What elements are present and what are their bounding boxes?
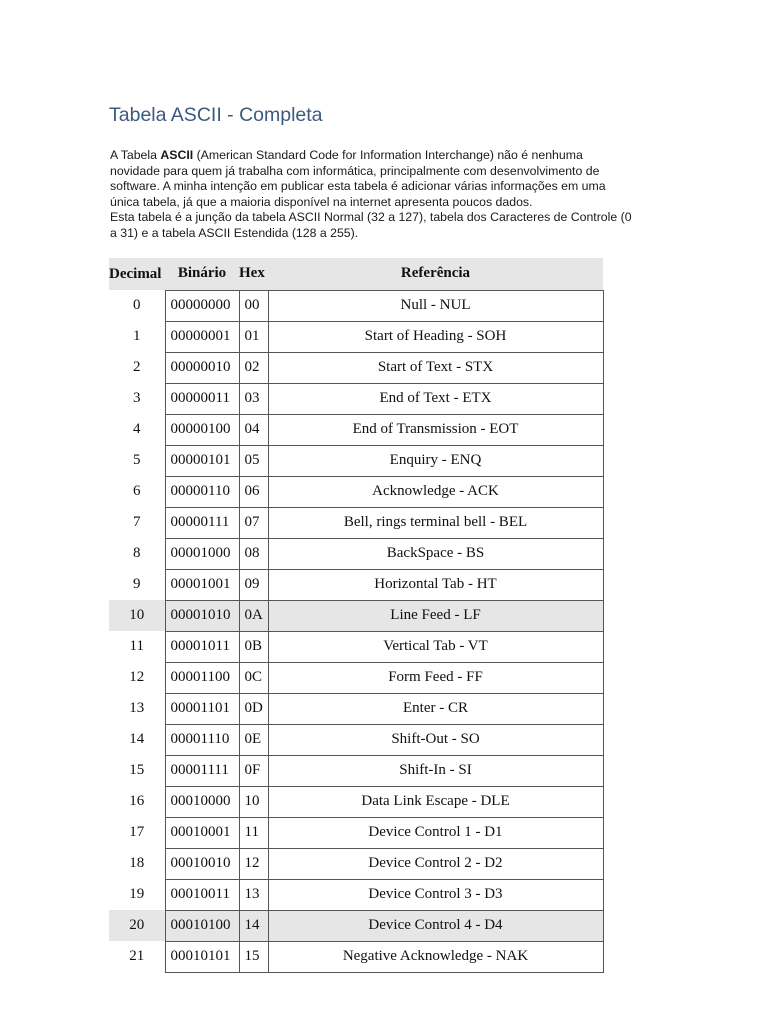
cell-hex: 08 [239, 538, 268, 569]
table-row [109, 476, 603, 507]
cell-binary: 00000111 [165, 507, 239, 538]
header-decimal: Decimal [109, 258, 165, 290]
cell-reference: Device Control 2 - D2 [268, 848, 603, 879]
header-reference: Referência [268, 258, 603, 290]
cell-decimal: 0 [133, 297, 141, 313]
cell-hex: 10 [239, 786, 268, 817]
ascii-table [109, 258, 604, 973]
table-row [109, 600, 603, 631]
table-row [109, 569, 603, 600]
cell-hex: 04 [239, 414, 268, 445]
cell-binary: 00000110 [165, 476, 239, 507]
cell-reference: Device Control 1 - D1 [268, 817, 603, 848]
intro-lead: A Tabela [110, 148, 161, 162]
cell-reference: Shift-Out - SO [268, 724, 603, 755]
cell-reference: Line Feed - LF [268, 600, 603, 631]
cell-binary: 00010010 [165, 848, 239, 879]
cell-hex: 14 [239, 910, 268, 941]
cell-binary: 00001011 [165, 631, 239, 662]
table-row [109, 290, 603, 321]
table-row [109, 631, 603, 662]
cell-reference: Null - NUL [268, 290, 603, 321]
cell-binary: 00001111 [165, 755, 239, 786]
header-binary: Binário [165, 258, 239, 290]
cell-reference: Device Control 3 - D3 [268, 879, 603, 910]
cell-decimal: 20 [109, 910, 165, 941]
cell-binary: 00001001 [165, 569, 239, 600]
cell-hex: 03 [239, 383, 268, 414]
table-row [109, 724, 603, 755]
table-row [109, 445, 603, 476]
header-row [109, 258, 603, 290]
table-row [109, 910, 603, 941]
cell-reference: Bell, rings terminal bell - BEL [268, 507, 603, 538]
cell-reference: Shift-In - SI [268, 755, 603, 786]
cell-decimal: 11 [129, 638, 144, 654]
cell-reference: Device Control 4 - D4 [268, 910, 603, 941]
cell-hex: 13 [239, 879, 268, 910]
table-row [109, 414, 603, 445]
header-hex: Hex [239, 258, 268, 290]
page-title: Tabela ASCII - Completa [109, 104, 323, 126]
cell-decimal: 5 [133, 452, 141, 468]
table-row [109, 321, 603, 352]
intro-line-2: novidade para quem já trabalha com informática, principalmente com desenvolvimento de [110, 163, 600, 178]
cell-hex: 09 [239, 569, 268, 600]
cell-decimal: 12 [129, 669, 145, 685]
cell-binary: 00001101 [165, 693, 239, 724]
cell-binary: 00000000 [165, 290, 239, 321]
cell-decimal: 3 [133, 390, 141, 406]
cell-binary: 00000001 [165, 321, 239, 352]
table-row [109, 817, 603, 848]
table-row [109, 662, 603, 693]
intro-line-3: software. A minha intenção em publicar esta tabela é adicionar várias informações em uma [110, 179, 606, 193]
cell-binary: 00010100 [165, 910, 239, 941]
cell-binary: 00000011 [165, 383, 239, 414]
intro-line-4: única tabela, já que a maioria disponível na internet apresenta poucos dados. [110, 194, 533, 209]
cell-reference: Enquiry - ENQ [268, 445, 603, 476]
cell-decimal: 17 [129, 824, 145, 840]
cell-decimal: 19 [129, 886, 145, 902]
cell-hex: 0B [239, 631, 268, 662]
cell-hex: 15 [239, 941, 268, 972]
cell-binary: 00001100 [165, 662, 239, 693]
cell-decimal: 13 [129, 700, 145, 716]
cell-binary: 00001000 [165, 538, 239, 569]
cell-decimal: 9 [133, 576, 141, 592]
cell-binary: 00010011 [165, 879, 239, 910]
cell-reference: Horizontal Tab - HT [268, 569, 603, 600]
cell-reference: Acknowledge - ACK [268, 476, 603, 507]
cell-hex: 0D [239, 693, 268, 724]
cell-hex: 02 [239, 352, 268, 383]
cell-decimal: 21 [129, 948, 145, 964]
table-row [109, 693, 603, 724]
cell-hex: 0A [239, 600, 268, 631]
cell-hex: 12 [239, 848, 268, 879]
cell-hex: 01 [239, 321, 268, 352]
cell-decimal: 14 [129, 731, 145, 747]
cell-reference: Data Link Escape - DLE [268, 786, 603, 817]
cell-reference: BackSpace - BS [268, 538, 603, 569]
cell-hex: 00 [239, 290, 268, 321]
cell-decimal: 1 [133, 328, 141, 344]
cell-reference: Form Feed - FF [268, 662, 603, 693]
cell-hex: 0C [239, 662, 268, 693]
ascii-table-body [109, 290, 603, 972]
table-row [109, 879, 603, 910]
cell-decimal: 7 [133, 514, 141, 530]
table-row [109, 352, 603, 383]
table-row [109, 755, 603, 786]
cell-hex: 0E [239, 724, 268, 755]
intro-line-5: Esta tabela é a junção da tabela ASCII Normal (32 a 127), tabela dos Caracteres de Controle (0 [110, 210, 632, 224]
table-row [109, 507, 603, 538]
cell-decimal: 6 [133, 483, 141, 499]
cell-reference: Enter - CR [268, 693, 603, 724]
table-row [109, 786, 603, 817]
cell-reference: Start of Text - STX [268, 352, 603, 383]
cell-reference: Vertical Tab - VT [268, 631, 603, 662]
table-row [109, 538, 603, 569]
cell-hex: 11 [239, 817, 268, 848]
cell-decimal: 16 [129, 793, 145, 809]
cell-binary: 00000101 [165, 445, 239, 476]
cell-binary: 00010101 [165, 941, 239, 972]
cell-binary: 00000100 [165, 414, 239, 445]
cell-binary: 00001110 [165, 724, 239, 755]
cell-binary: 00010001 [165, 817, 239, 848]
cell-reference: Start of Heading - SOH [268, 321, 603, 352]
cell-reference: End of Text - ETX [268, 383, 603, 414]
cell-decimal: 10 [109, 600, 165, 631]
cell-decimal: 4 [133, 421, 141, 437]
table-row [109, 383, 603, 414]
cell-hex: 07 [239, 507, 268, 538]
cell-hex: 0F [239, 755, 268, 786]
table-row [109, 848, 603, 879]
cell-binary: 00001010 [165, 600, 239, 631]
ascii-table-header [109, 258, 603, 290]
cell-decimal: 8 [133, 545, 141, 561]
cell-binary: 00010000 [165, 786, 239, 817]
cell-decimal: 2 [133, 359, 141, 375]
intro-line-6: a 31) e a tabela ASCII Estendida (128 a 255). [110, 225, 359, 240]
intro-line-1-rest: (American Standard Code for Information Interchange) não é nenhuma [193, 148, 583, 162]
cell-hex: 05 [239, 445, 268, 476]
cell-reference: Negative Acknowledge - NAK [268, 941, 603, 972]
intro-paragraph [110, 148, 670, 241]
cell-decimal: 15 [129, 762, 145, 778]
intro-line-1 [110, 148, 670, 164]
table-row [109, 941, 603, 972]
cell-binary: 00000010 [165, 352, 239, 383]
intro-ascii-bold: ASCII [160, 148, 194, 162]
cell-decimal: 18 [129, 855, 145, 871]
cell-reference: End of Transmission - EOT [268, 414, 603, 445]
cell-hex: 06 [239, 476, 268, 507]
